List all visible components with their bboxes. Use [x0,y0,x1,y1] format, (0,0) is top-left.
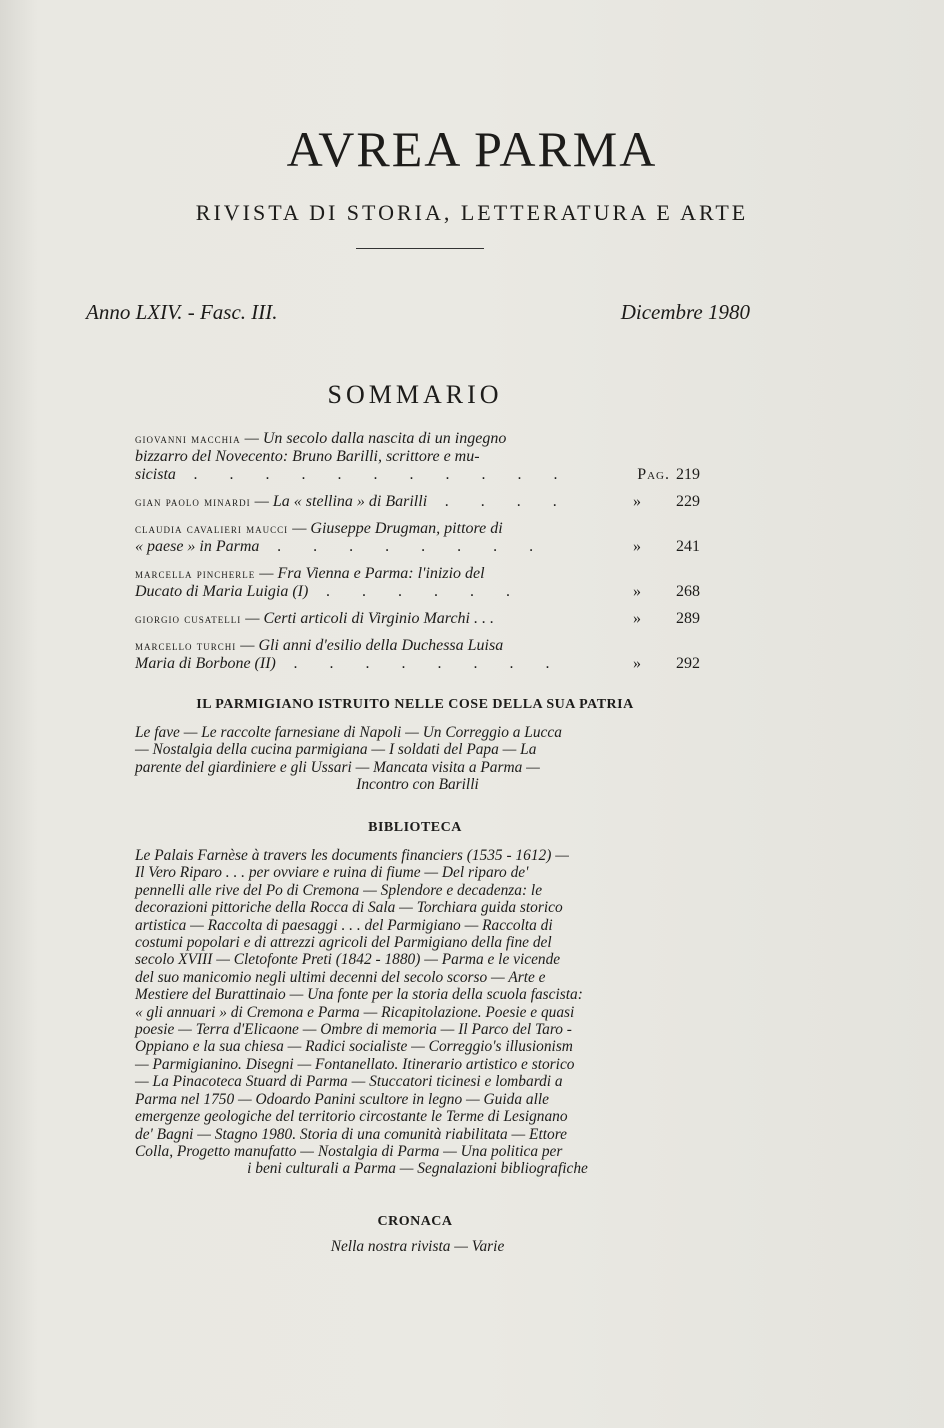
toc-page-label: » [633,655,642,672]
text-line: « gli annuari » di Cremona e Parma — Ricapitolazione. Poesie e quasi [135,1003,575,1021]
toc-page-number [633,655,700,673]
toc-page-value: 289 [676,610,700,627]
text-line: Colla, Progetto manufatto — Nostalgia di Parma — Una politica per [135,1142,563,1160]
toc-leader-dots: . . . . [427,493,572,510]
parmigiano-heading: IL PARMIGIANO ISTRUITO NELLE COSE DELLA SUA PATRIA [196,697,634,712]
toc-entry-line [135,655,700,673]
toc-author: gian paolo minardi [135,494,251,509]
toc-page-label: Pag. [637,466,670,483]
text-line: emergenze geologiche del territorio circostante le Terme di Lesignano [135,1108,568,1126]
toc-page-number [633,493,700,511]
toc-entry [135,565,700,601]
toc-title-text: bizzarro del Novecento: Bruno Barilli, scrittore e mu- [135,448,480,465]
text-line: parente del giardiniere e gli Ussari — Mancata visita a Parma — [135,758,540,776]
toc-entry [135,520,700,556]
toc-page-label: » [633,583,642,600]
toc-page-number [637,466,700,484]
text-line: costumi popolari e di attrezzi agricoli del Parmigiano della fine del [135,934,552,952]
toc-title-text: Ducato di Maria Luigia (I) [135,583,309,600]
biblioteca-text [135,847,700,1178]
toc-title-text: — Un secolo dalla nascita di un ingegno [244,430,507,447]
text-line: artistica — Raccolta di paesaggi . . . del Parmigiano — Raccolta di [135,916,553,934]
issue-date: Dicembre 1980 [620,300,750,324]
toc-entry [135,610,700,628]
toc-title-text: — Gli anni d'esilio della Duchessa Luisa [240,637,504,654]
table-of-contents [135,430,700,682]
toc-leader-dots: . . . . . . [308,583,525,600]
toc-author: giovanni macchia [135,431,241,446]
toc-entry-line [135,520,700,538]
text-line: pennelli alle rive del Po di Cremona — Splendore e decadenza: le [135,881,543,899]
text-line: de' Bagni — Stagno 1980. Storia di una comunità riabilitata — Ettore [135,1125,567,1143]
toc-leader-dots: . . . . . . . . . . . [175,466,572,483]
sommario-heading: SOMMARIO [327,380,503,409]
toc-entry-line [135,610,700,628]
text-line: Le fave — Le raccolte farnesiane di Napoli — Un Correggio a Lucca [135,724,562,741]
toc-leader-dots: . . . . . . . . [275,655,564,672]
toc-author: marcello turchi [135,638,237,653]
toc-page-value: 292 [676,655,700,672]
toc-title-text: Maria di Borbone (II) [135,655,276,672]
toc-title-text: sicista [135,466,176,483]
toc-entry [135,493,700,511]
text-line: Incontro con Barilli [356,776,479,794]
cronaca-heading: CRONACA [377,1214,453,1229]
toc-page-number [633,610,700,628]
toc-page-value: 229 [676,493,700,510]
toc-page-value: 241 [676,538,700,555]
toc-entry-line [135,493,700,511]
text-line: Oppiano e la sua chiesa — Radici socialiste — Correggio's illusionism [135,1038,573,1056]
biblioteca-heading: BIBLIOTECA [368,820,462,835]
toc-entry-line [135,430,700,448]
title-divider [356,248,484,249]
toc-entry-line [135,466,700,484]
toc-entry [135,430,700,484]
toc-title-text: « paese » in Parma [135,538,260,555]
toc-title-text: — Fra Vienna e Parma: l'inizio del [259,565,485,582]
toc-entry-line [135,637,700,655]
text-line: — Nostalgia della cucina parmigiana — I soldati del Papa — La [135,741,537,759]
text-line: — Parmigianino. Disegni — Fontanellato. Itinerario artistico e storico [135,1055,575,1073]
text-line: i beni culturali a Parma — Segnalazioni bibliografiche [247,1160,588,1178]
toc-page-label: » [633,610,642,627]
toc-author: giorgio cusatelli [135,611,242,626]
toc-entry-line [135,538,700,556]
toc-entry-line [135,565,700,583]
toc-page-value: 219 [676,466,700,483]
cronaca-text [135,1238,700,1255]
text-line: Mestiere del Burattinaio — Una fonte per la storia della scuola fascista: [135,986,583,1004]
issue-volume: Anno LXIV. - Fasc. III. [86,300,278,324]
text-line: Il Vero Riparo . . . per ovviare e ruina di fiume — Del riparo de' [135,864,529,882]
toc-page-value: 268 [676,583,700,600]
text-line: decorazioni pittoriche della Rocca di Sala — Torchiara guida storico [135,899,563,917]
toc-entry-line [135,448,700,466]
text-line: — La Pinacoteca Stuard di Parma — Stuccatori ticinesi e lombardi a [135,1073,563,1091]
parmigiano-text [135,724,700,794]
toc-page-number [633,583,700,601]
journal-subtitle: RIVISTA DI STORIA, LETTERATURA E ARTE [195,200,749,225]
toc-page-label: » [633,538,642,555]
toc-page-number [633,538,700,556]
toc-title-text: — Giuseppe Drugman, pittore di [292,520,503,537]
text-line: secolo XVIII — Cletofonte Preti (1842 - 1880) — Parma e le vicende [135,951,561,969]
toc-title-text: — Certi articoli di Virginio Marchi . . . [245,610,494,627]
toc-leader-dots: . . . . . . . . [259,538,548,555]
text-line: Parma nel 1750 — Odoardo Panini scultore in legno — Guida alle [135,1090,549,1108]
journal-title: AVREA PARMA [286,121,658,177]
text-line: del suo manicomio negli ultimi decenni del secolo scorso — Arte e [135,968,546,986]
toc-entry-line [135,583,700,601]
text-line: poesie — Terra d'Elicaone — Ombre di memoria — Il Parco del Taro - [135,1021,572,1039]
text-line: Le Palais Farnèse à travers les documents financiers (1535 - 1612) — [135,847,569,864]
toc-entry [135,637,700,673]
toc-page-label: » [633,493,642,510]
toc-author: marcella pincherle [135,566,256,581]
cronaca-line: Nella nostra rivista — Varie [330,1238,505,1255]
toc-title-text: — La « stellina » di Barilli [254,493,428,510]
toc-author: claudia cavalieri maucci [135,521,289,536]
